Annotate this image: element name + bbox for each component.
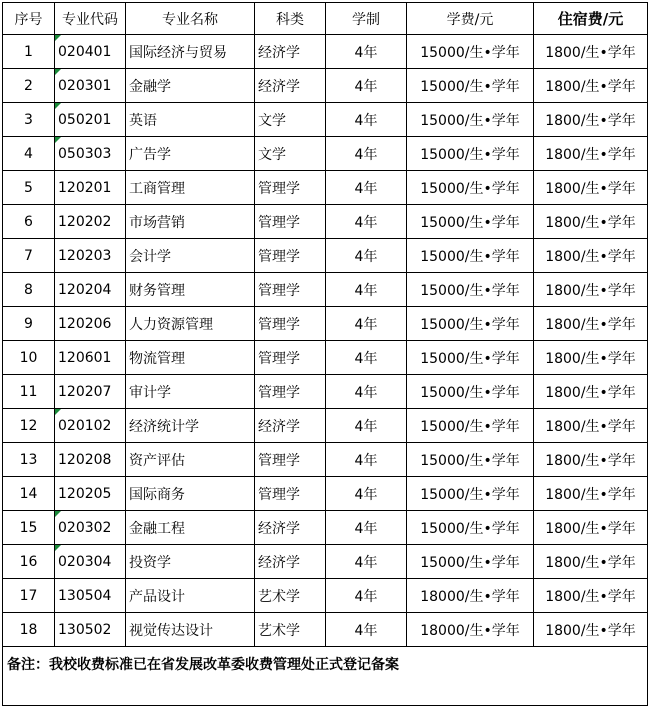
cell-lodging (534, 273, 648, 307)
cell-duration (326, 579, 407, 613)
cell-duration (326, 35, 407, 69)
cell-index (3, 341, 55, 375)
header-row (3, 3, 648, 35)
header-duration: 学制 (326, 3, 407, 35)
cell-duration-text: 4年 (354, 350, 378, 367)
cell-category (255, 579, 326, 613)
cell-major-name (126, 579, 255, 613)
cell-category-text: 经济学 (258, 44, 300, 61)
cell-category (255, 35, 326, 69)
cell-category-text: 管理学 (258, 486, 300, 503)
cell-duration-text: 4年 (354, 486, 378, 503)
cell-lodging-text: 1800/生•学年 (545, 418, 636, 435)
cell-tuition (407, 545, 534, 579)
cell-lodging-text: 1800/生•学年 (545, 282, 636, 299)
cell-duration-text: 4年 (354, 384, 378, 401)
header-major-name: 专业名称 (126, 3, 255, 35)
cell-index (3, 69, 55, 103)
cell-tuition (407, 375, 534, 409)
cell-lodging-text: 1800/生•学年 (545, 146, 636, 163)
cell-category (255, 613, 326, 647)
cell-major-code (55, 443, 126, 477)
cell-major-name-text: 产品设计 (129, 588, 185, 605)
cell-lodging-text: 1800/生•学年 (545, 486, 636, 503)
cell-duration (326, 613, 407, 647)
cell-tuition (407, 205, 534, 239)
cell-major-code-text: 130504 (58, 587, 112, 604)
cell-index (3, 171, 55, 205)
cell-major-name-text: 视觉传达设计 (129, 622, 213, 639)
table-row (3, 239, 648, 273)
cell-duration (326, 239, 407, 273)
table-row (3, 443, 648, 477)
cell-category-text: 艺术学 (258, 622, 300, 639)
cell-tuition-text: 15000/生•学年 (420, 486, 520, 503)
cell-tuition (407, 341, 534, 375)
cell-major-code-text: 050303 (58, 145, 112, 162)
cell-duration (326, 545, 407, 579)
cell-duration-text: 4年 (354, 180, 378, 197)
cell-major-code (55, 613, 126, 647)
cell-marker-icon (55, 409, 61, 415)
cell-major-name-text: 人力资源管理 (129, 316, 213, 333)
table-row (3, 477, 648, 511)
cell-duration (326, 375, 407, 409)
cell-index (3, 239, 55, 273)
cell-lodging (534, 545, 648, 579)
cell-index-text: 9 (24, 315, 33, 332)
cell-major-name (126, 103, 255, 137)
cell-major-code (55, 239, 126, 273)
cell-major-name (126, 273, 255, 307)
cell-index-text: 8 (24, 281, 33, 298)
cell-tuition (407, 307, 534, 341)
cell-lodging (534, 341, 648, 375)
cell-tuition-text: 15000/生•学年 (420, 520, 520, 537)
cell-category (255, 171, 326, 205)
cell-major-name-text: 物流管理 (129, 350, 185, 367)
cell-index-text: 15 (19, 519, 38, 536)
cell-category-text: 经济学 (258, 78, 300, 95)
cell-major-name-text: 市场营销 (129, 214, 185, 231)
cell-major-code-text: 050201 (58, 111, 112, 128)
cell-tuition (407, 613, 534, 647)
cell-category-text: 文学 (258, 112, 286, 129)
cell-lodging (534, 35, 648, 69)
cell-lodging (534, 137, 648, 171)
cell-index-text: 10 (19, 349, 38, 366)
cell-category-text: 文学 (258, 146, 286, 163)
cell-tuition (407, 511, 534, 545)
cell-duration-text: 4年 (354, 588, 378, 605)
cell-major-code (55, 137, 126, 171)
cell-duration (326, 307, 407, 341)
cell-category (255, 103, 326, 137)
cell-major-name (126, 171, 255, 205)
cell-duration-text: 4年 (354, 146, 378, 163)
cell-major-code-text: 120207 (58, 383, 112, 400)
cell-index-text: 12 (19, 417, 38, 434)
cell-category (255, 477, 326, 511)
cell-duration-text: 4年 (354, 316, 378, 333)
cell-index (3, 511, 55, 545)
cell-major-name-text: 会计学 (129, 248, 171, 265)
cell-lodging (534, 375, 648, 409)
cell-major-code (55, 579, 126, 613)
cell-index (3, 477, 55, 511)
cell-major-name-text: 工商管理 (129, 180, 185, 197)
cell-duration-text: 4年 (354, 78, 378, 95)
cell-lodging (534, 205, 648, 239)
cell-index (3, 579, 55, 613)
cell-duration (326, 341, 407, 375)
cell-tuition-text: 15000/生•学年 (420, 554, 520, 571)
cell-major-code (55, 307, 126, 341)
cell-major-code-text: 120204 (58, 281, 112, 298)
cell-category-text: 管理学 (258, 316, 300, 333)
cell-index-text: 17 (19, 587, 38, 604)
cell-index (3, 103, 55, 137)
cell-tuition (407, 69, 534, 103)
cell-tuition-text: 15000/生•学年 (420, 316, 520, 333)
cell-major-name (126, 239, 255, 273)
table-row (3, 205, 648, 239)
cell-index-text: 16 (19, 553, 38, 570)
cell-major-name-text: 广告学 (129, 146, 171, 163)
cell-lodging-text: 1800/生•学年 (545, 44, 636, 61)
cell-major-code-text: 020102 (58, 417, 112, 434)
table-row (3, 545, 648, 579)
cell-category (255, 375, 326, 409)
cell-lodging-text: 1800/生•学年 (545, 554, 636, 571)
cell-index-text: 2 (24, 77, 33, 94)
cell-category-text: 管理学 (258, 180, 300, 197)
cell-major-code-text: 120205 (58, 485, 112, 502)
table-row (3, 375, 648, 409)
table-row (3, 613, 648, 647)
cell-major-code-text: 120206 (58, 315, 112, 332)
table-row (3, 273, 648, 307)
cell-category (255, 443, 326, 477)
cell-index-text: 18 (19, 621, 38, 638)
cell-category-text: 管理学 (258, 350, 300, 367)
tuition-table-container (2, 2, 648, 706)
cell-major-name-text: 资产评估 (129, 452, 185, 469)
cell-lodging-text: 1800/生•学年 (545, 248, 636, 265)
cell-tuition (407, 103, 534, 137)
cell-duration-text: 4年 (354, 44, 378, 61)
cell-lodging (534, 103, 648, 137)
cell-lodging-text: 1800/生•学年 (545, 316, 636, 333)
cell-lodging (534, 477, 648, 511)
cell-lodging (534, 409, 648, 443)
cell-lodging (534, 69, 648, 103)
cell-index (3, 443, 55, 477)
cell-category (255, 239, 326, 273)
cell-major-name (126, 35, 255, 69)
cell-category (255, 307, 326, 341)
cell-major-name (126, 375, 255, 409)
cell-major-name (126, 545, 255, 579)
cell-major-name-text: 财务管理 (129, 282, 185, 299)
cell-tuition-text: 15000/生•学年 (420, 44, 520, 61)
cell-category-text: 管理学 (258, 384, 300, 401)
cell-duration (326, 409, 407, 443)
cell-duration-text: 4年 (354, 214, 378, 231)
cell-duration (326, 69, 407, 103)
cell-major-code (55, 409, 126, 443)
cell-tuition (407, 239, 534, 273)
cell-marker-icon (55, 35, 61, 41)
cell-major-name (126, 477, 255, 511)
cell-major-code-text: 120201 (58, 179, 112, 196)
cell-tuition-text: 15000/生•学年 (420, 384, 520, 401)
cell-major-code-text: 020401 (58, 43, 112, 60)
cell-major-name (126, 443, 255, 477)
cell-index-text: 11 (19, 383, 38, 400)
header-index: 序号 (3, 3, 55, 35)
cell-index-text: 6 (24, 213, 33, 230)
cell-major-name (126, 137, 255, 171)
cell-lodging-text: 1800/生•学年 (545, 384, 636, 401)
table-row (3, 511, 648, 545)
cell-category (255, 511, 326, 545)
cell-major-code-text: 020301 (58, 77, 112, 94)
cell-duration-text: 4年 (354, 452, 378, 469)
cell-lodging (534, 307, 648, 341)
cell-index (3, 205, 55, 239)
cell-major-code (55, 341, 126, 375)
cell-index (3, 273, 55, 307)
cell-index-text: 3 (24, 111, 33, 128)
cell-duration (326, 511, 407, 545)
cell-tuition-text: 15000/生•学年 (420, 350, 520, 367)
cell-tuition-text: 15000/生•学年 (420, 180, 520, 197)
cell-category (255, 341, 326, 375)
cell-category (255, 137, 326, 171)
cell-major-code-text: 130502 (58, 621, 112, 638)
cell-major-name-text: 经济统计学 (129, 418, 199, 435)
cell-tuition (407, 579, 534, 613)
cell-major-code-text: 120601 (58, 349, 112, 366)
cell-major-name-text: 投资学 (129, 554, 171, 571)
cell-major-code (55, 171, 126, 205)
cell-major-code-text: 020302 (58, 519, 112, 536)
cell-index-text: 7 (24, 247, 33, 264)
cell-category-text: 管理学 (258, 214, 300, 231)
table-row (3, 171, 648, 205)
cell-tuition (407, 137, 534, 171)
cell-duration-text: 4年 (354, 282, 378, 299)
cell-category-text: 管理学 (258, 452, 300, 469)
cell-tuition-text: 15000/生•学年 (420, 452, 520, 469)
cell-lodging (534, 613, 648, 647)
header-lodging: 住宿费/元 (534, 3, 648, 35)
cell-duration-text: 4年 (354, 418, 378, 435)
cell-index (3, 137, 55, 171)
cell-major-name (126, 341, 255, 375)
cell-major-name-text: 英语 (129, 112, 157, 129)
cell-lodging-text: 1800/生•学年 (545, 214, 636, 231)
cell-tuition-text: 18000/生•学年 (420, 622, 520, 639)
table-row (3, 579, 648, 613)
cell-tuition (407, 273, 534, 307)
cell-major-code-text: 120202 (58, 213, 112, 230)
cell-major-code (55, 511, 126, 545)
cell-major-name-text: 国际商务 (129, 486, 185, 503)
cell-duration-text: 4年 (354, 248, 378, 265)
cell-lodging-text: 1800/生•学年 (545, 350, 636, 367)
header-major-code: 专业代码 (55, 3, 126, 35)
cell-tuition-text: 15000/生•学年 (420, 146, 520, 163)
cell-major-name-text: 金融学 (129, 78, 171, 95)
cell-category-text: 艺术学 (258, 588, 300, 605)
cell-category-text: 经济学 (258, 520, 300, 537)
header-tuition: 学费/元 (407, 3, 534, 35)
cell-major-name-text: 国际经济与贸易 (129, 44, 227, 61)
cell-duration (326, 171, 407, 205)
table-row (3, 35, 648, 69)
cell-major-name-text: 审计学 (129, 384, 171, 401)
table-row (3, 341, 648, 375)
cell-major-code (55, 69, 126, 103)
cell-marker-icon (55, 511, 61, 517)
cell-index-text: 5 (24, 179, 33, 196)
cell-category (255, 273, 326, 307)
cell-major-code (55, 205, 126, 239)
header-category: 科类 (255, 3, 326, 35)
cell-major-name (126, 613, 255, 647)
cell-tuition-text: 15000/生•学年 (420, 214, 520, 231)
cell-major-code (55, 545, 126, 579)
cell-index (3, 35, 55, 69)
cell-major-name (126, 511, 255, 545)
cell-category (255, 69, 326, 103)
cell-marker-icon (55, 69, 61, 75)
table-row (3, 137, 648, 171)
cell-major-code-text: 020304 (58, 553, 112, 570)
cell-duration-text: 4年 (354, 554, 378, 571)
cell-major-code (55, 375, 126, 409)
cell-lodging (534, 171, 648, 205)
cell-tuition (407, 443, 534, 477)
cell-tuition (407, 477, 534, 511)
note-text: 备注：我校收费标准已在省发展改革委收费管理处正式登记备案 (7, 657, 399, 673)
cell-index-text: 1 (24, 43, 33, 60)
cell-lodging-text: 1800/生•学年 (545, 180, 636, 197)
cell-duration-text: 4年 (354, 622, 378, 639)
cell-category-text: 管理学 (258, 248, 300, 265)
cell-marker-icon (55, 103, 61, 109)
cell-lodging (534, 511, 648, 545)
cell-tuition-text: 18000/生•学年 (420, 588, 520, 605)
cell-tuition (407, 409, 534, 443)
table-row (3, 103, 648, 137)
cell-lodging-text: 1800/生•学年 (545, 622, 636, 639)
cell-duration-text: 4年 (354, 520, 378, 537)
cell-lodging (534, 579, 648, 613)
cell-category-text: 管理学 (258, 282, 300, 299)
cell-category (255, 205, 326, 239)
cell-major-code (55, 35, 126, 69)
cell-tuition-text: 15000/生•学年 (420, 112, 520, 129)
cell-tuition (407, 171, 534, 205)
cell-tuition-text: 15000/生•学年 (420, 248, 520, 265)
cell-category (255, 409, 326, 443)
cell-index-text: 14 (19, 485, 38, 502)
cell-duration-text: 4年 (354, 112, 378, 129)
cell-marker-icon (55, 545, 61, 551)
cell-index (3, 307, 55, 341)
cell-major-code-text: 120208 (58, 451, 112, 468)
cell-major-code-text: 120203 (58, 247, 112, 264)
cell-lodging-text: 1800/生•学年 (545, 78, 636, 95)
cell-lodging-text: 1800/生•学年 (545, 452, 636, 469)
cell-major-name (126, 205, 255, 239)
cell-duration (326, 273, 407, 307)
cell-major-code (55, 103, 126, 137)
cell-category (255, 545, 326, 579)
tuition-table (2, 2, 648, 706)
cell-lodging (534, 239, 648, 273)
cell-lodging (534, 443, 648, 477)
table-row (3, 69, 648, 103)
cell-category-text: 经济学 (258, 418, 300, 435)
cell-index-text: 13 (19, 451, 38, 468)
cell-index-text: 4 (24, 145, 33, 162)
cell-duration (326, 137, 407, 171)
cell-lodging-text: 1800/生•学年 (545, 112, 636, 129)
cell-tuition-text: 15000/生•学年 (420, 78, 520, 95)
cell-index (3, 409, 55, 443)
cell-duration (326, 443, 407, 477)
cell-major-name (126, 69, 255, 103)
cell-tuition (407, 35, 534, 69)
cell-major-code (55, 273, 126, 307)
cell-major-code (55, 477, 126, 511)
cell-duration (326, 205, 407, 239)
cell-lodging-text: 1800/生•学年 (545, 520, 636, 537)
cell-index (3, 545, 55, 579)
cell-lodging-text: 1800/生•学年 (545, 588, 636, 605)
cell-category-text: 经济学 (258, 554, 300, 571)
table-row (3, 307, 648, 341)
cell-tuition-text: 15000/生•学年 (420, 282, 520, 299)
cell-marker-icon (55, 137, 61, 143)
cell-major-name (126, 307, 255, 341)
table-body (3, 35, 648, 647)
table-row (3, 409, 648, 443)
cell-index (3, 613, 55, 647)
cell-index (3, 375, 55, 409)
cell-major-name (126, 409, 255, 443)
cell-tuition-text: 15000/生•学年 (420, 418, 520, 435)
cell-major-name-text: 金融工程 (129, 520, 185, 537)
cell-duration (326, 477, 407, 511)
cell-duration (326, 103, 407, 137)
